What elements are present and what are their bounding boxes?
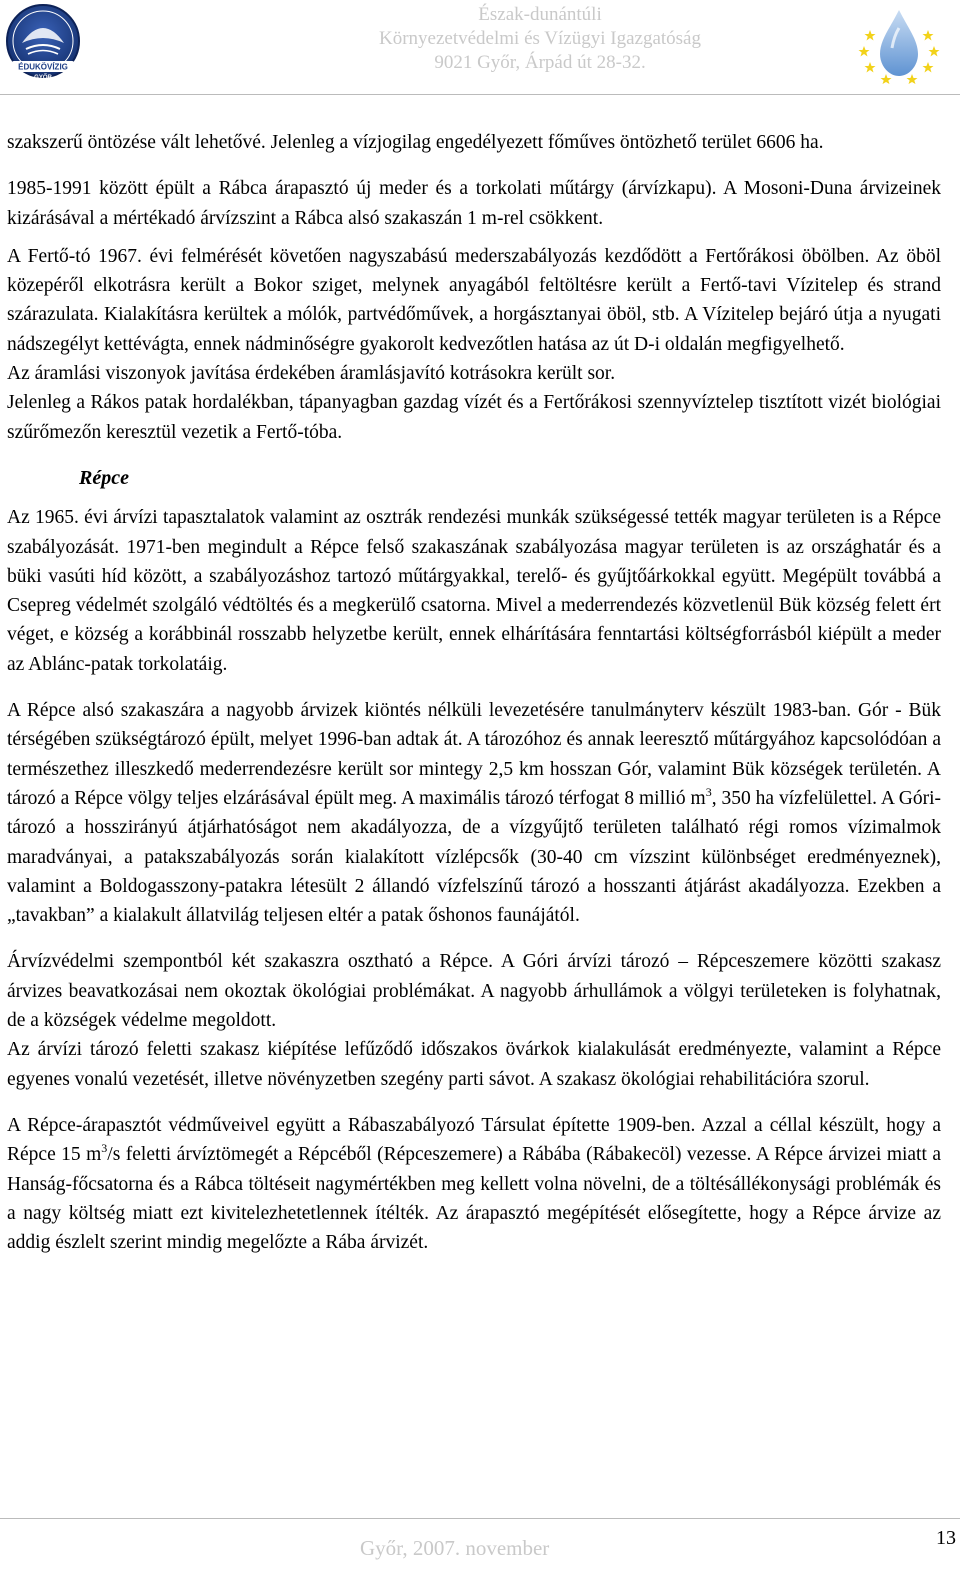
- paragraph: szakszerű öntözése vált lehetővé. Jelenleg a vízjogilag engedélyezett főműves öntözhető terület 6606 ha.: [7, 132, 824, 153]
- superscript: 3: [705, 784, 712, 799]
- document-body: [7, 128, 941, 1257]
- organization-address: [260, 3, 820, 75]
- paragraph-text: A Répce-árapasztót védműveivel együtt a Rábaszabályozó Társulat építette 1909-ben. Azzal a céllal készült, hogy a Répce 15 m: [7, 1114, 941, 1166]
- paragraph: Az 1965. évi árvízi tapasztalatok valamint az osztrák rendezési munkák szükségessé tették magyar területen is a Répce szabályozását. 1971-ben megindult a Répce felső szakaszának szabályozása magyar területen is az országhatár és a büki vasúti híd között, a szabályozáshoz tartozó műtárgyakkal, terelő- és gyűjtőárkokkal együtt. Megépült továbbá a Csepreg védelmét szolgáló védtöltés és a megkerülő csatorna. Mivel a mederrendezés közvetlenül Bük község felett ért véget, e község a korábbinál rosszabb helyzetbe került, ennek elhárítására fenntartási költségforrásból kiépült a meder az Ablánc-patak torkolatáig.: [7, 507, 941, 675]
- paragraph-text: , 350 ha vízfelülettel. A Góri-tározó a hosszirányú átjárhatóságot nem akadályozza, de a vízgyűjtő területen található régi romos vízimalmok maradványai, a patakszabályozás során kialakított vízlépcsők (30-40 cm vízszint különbséget eredményeznek), valamint a Boldogasszony-patakra létesült 2 állandó vízfelszínű tározó a hosszanti átjárást akadályozza. Ezekben a „tavakban” a kialakult állatvilág teljesen eltér a patak őshonos faunájától.: [7, 787, 942, 927]
- superscript: 3: [101, 1141, 108, 1156]
- paragraph: Árvízvédelmi szempontból két szakaszra osztható a Répce. A Góri árvízi tározó – Répceszemere közötti szakasz árvizes beavatkozásai nem okoztak ökológiai problémákat. A nagyobb árhullámok a völgyi területeken is folyhatnak, de a községek védelme megoldott.: [7, 951, 941, 1032]
- eu-water-drop-logo: [856, 6, 942, 84]
- paragraph-text: A Répce alsó szakaszára a nagyobb árvizek kiöntés nélküli levezetésére tanulmányterv készült 1983-ban. Gór - Bük térségében szükségtározó épült, melyet 1996-ban adtak át. A tározóhoz és annak leeresztő műtárgyához kapcsolódóan a természethez illeszkedő mederrendezésre került sor mintegy 2,5 km hosszan Gór, valamint Bük községek területén. A tározó a Répce völgy teljes elzárásával épült meg. A maximális tározó térfogat 8 millió m: [7, 700, 941, 809]
- org-name-line1: Észak-dunántúli: [478, 4, 602, 25]
- page-number: 13: [936, 1527, 956, 1549]
- paragraph: Jelenleg a Rákos patak hordalékban, tápanyagban gazdag vízét és a Fertőrákosi szennyvíztelep tisztított vizét biológiai szűrőmezőn keresztül vezetik a Fertő-tóba.: [7, 392, 941, 443]
- paragraph-text: /s feletti árvíztömegét a Répcéből (Répceszemere) a Rábába (Rábakecöl) vezesse. A Répce árvizei miatt a Hanság-főcsatorna és a Rábca töltéseit nagymértékben meg kellett volna növelni, de a töltésállékonysági problémák és a nagy költség miatt ezt kivitelezhetetlennek ítélték. Az árapasztó megépítését elősegítette, hogy a Répce árvize az addig észlelt szerint mindig megelőzte a Rába árvizét.: [7, 1144, 941, 1254]
- org-address: 9021 Győr, Árpád út 28-32.: [434, 52, 646, 73]
- paragraph: Az árvízi tározó feletti szakasz kiépítése lefűződő időszakos övárkok kialakulását eredményezte, valamint a Répce egyenes vonalú vezetését, illetve növényzetben szegény parti sávot. A szakasz ökológiai rehabilitációra szorul.: [7, 1039, 941, 1090]
- paragraph: 1985-1991 között épült a Rábca árapasztó új meder és a torkolati műtárgy (árvízkapu). A Mosoni-Duna árvizeinek kizárásával a mértékadó árvízszint a Rábca alsó szakaszán 1 m-rel csökkent.: [7, 178, 941, 229]
- page-header: [0, 0, 960, 92]
- edukovizig-logo: [4, 3, 82, 83]
- paragraph: Az áramlási viszonyok javítása érdekében áramlásjavító kotrásokra került sor.: [7, 363, 616, 385]
- header-divider: [0, 94, 960, 95]
- org-name-line2: Környezetvédelmi és Vízügyi Igazgatóság: [378, 28, 701, 49]
- paragraph: [7, 696, 941, 930]
- paragraph: A Fertő-tó 1967. évi felmérését követően nagyszabású mederszabályozás kezdődött a Fertőrákosi öbölben. Az öböl közepéről elkotrásra került a Bokor sziget, melynek anyagából feltöltésre került a Fertő-tavi Vízitelep és strand szárazulata. Kialakításra kerültek a mólók, partvédőművek, a horgásztanyai öböl, stb. A Vízitelep bejáró útja a nyugati nádszegélyt kettévágta, ennek nádminőségre gyakorolt kedvezőtlen hatása az út D-i oldalán megfigyelhető.: [7, 245, 941, 355]
- paragraph: [7, 1111, 941, 1257]
- section-heading: Répce: [79, 466, 129, 489]
- footer-place-date: Győr, 2007. november: [360, 1536, 550, 1560]
- logo-subtext: GYŐR: [34, 75, 52, 81]
- footer-divider: [0, 1518, 960, 1519]
- logo-text: ÉDUKÖVÍZIG: [18, 62, 68, 72]
